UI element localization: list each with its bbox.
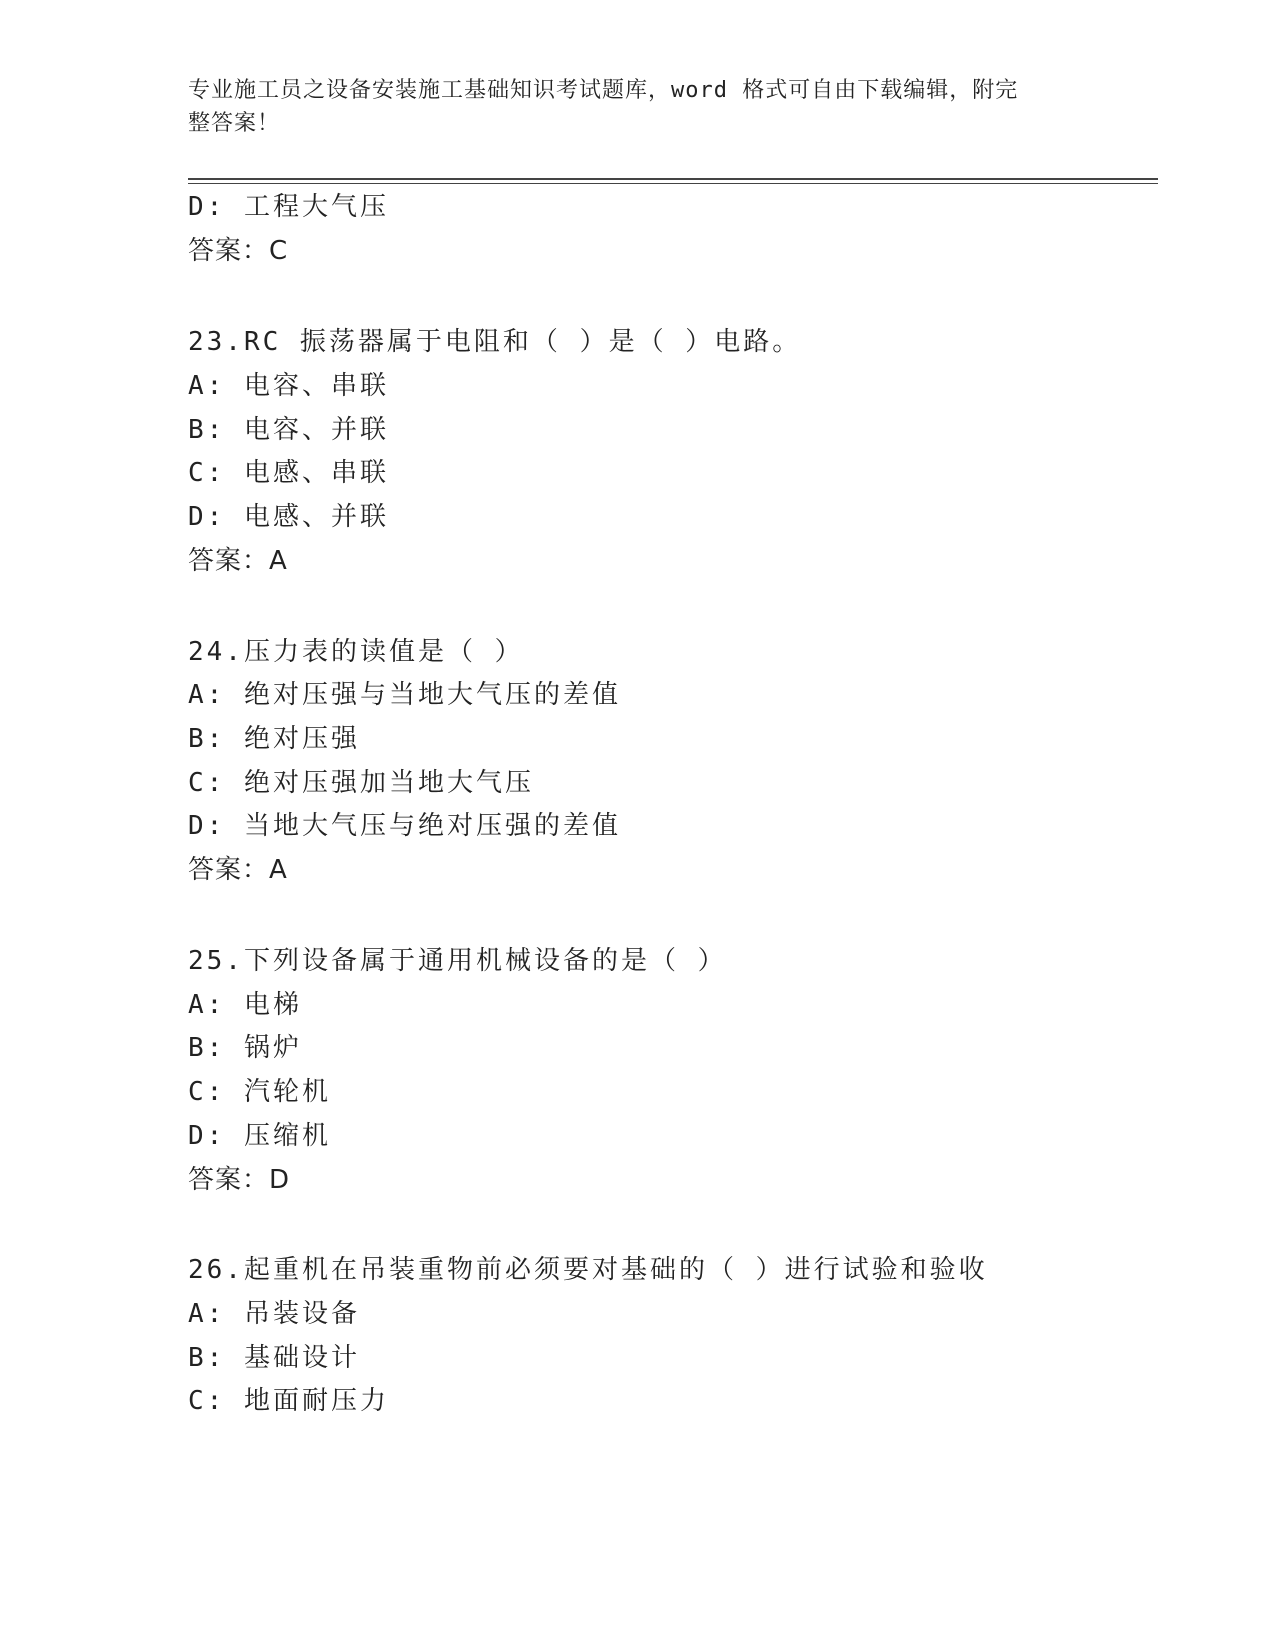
header-divider-thin	[188, 183, 1158, 184]
q23-option-c: C: 电感、串联	[188, 458, 389, 488]
q22-answer: 答案：C	[188, 236, 289, 266]
q25-option-b: B: 锅炉	[188, 1033, 302, 1063]
q26-option-c: C: 地面耐压力	[188, 1386, 389, 1416]
q22-option-d: D: 工程大气压	[188, 192, 389, 222]
header-divider-thick	[188, 178, 1158, 180]
q23-answer: 答案：A	[188, 546, 288, 576]
q25-answer: 答案：D	[188, 1165, 291, 1195]
q24-question: 24.压力表的读值是（ ）	[188, 637, 524, 667]
header-line-2: 整答案！	[188, 111, 281, 136]
q23-option-a: A: 电容、串联	[188, 371, 389, 401]
q24-option-a: A: 绝对压强与当地大气压的差值	[188, 680, 621, 710]
document-header	[188, 74, 1068, 140]
q23-option-b: B: 电容、并联	[188, 415, 389, 445]
q23-option-d: D: 电感、并联	[188, 502, 389, 532]
q24-option-b: B: 绝对压强	[188, 724, 360, 754]
q25-option-a: A: 电梯	[188, 990, 302, 1020]
q26-option-b: B: 基础设计	[188, 1343, 360, 1373]
q26-question: 26.起重机在吊装重物前必须要对基础的（ ）进行试验和验收	[188, 1255, 988, 1285]
q25-option-c: C: 汽轮机	[188, 1077, 331, 1107]
header-line-1: 专业施工员之设备安装施工基础知识考试题库，word 格式可自由下载编辑，附完	[188, 78, 1019, 103]
q25-option-d: D: 压缩机	[188, 1121, 331, 1151]
q24-answer: 答案：A	[188, 855, 288, 885]
q24-option-d: D: 当地大气压与绝对压强的差值	[188, 811, 621, 841]
q23-question: 23.RC 振荡器属于电阻和（ ）是（ ）电路。	[188, 327, 802, 357]
q25-question: 25.下列设备属于通用机械设备的是（ ）	[188, 946, 727, 976]
q26-option-a: A: 吊装设备	[188, 1299, 360, 1329]
q24-option-c: C: 绝对压强加当地大气压	[188, 768, 534, 798]
